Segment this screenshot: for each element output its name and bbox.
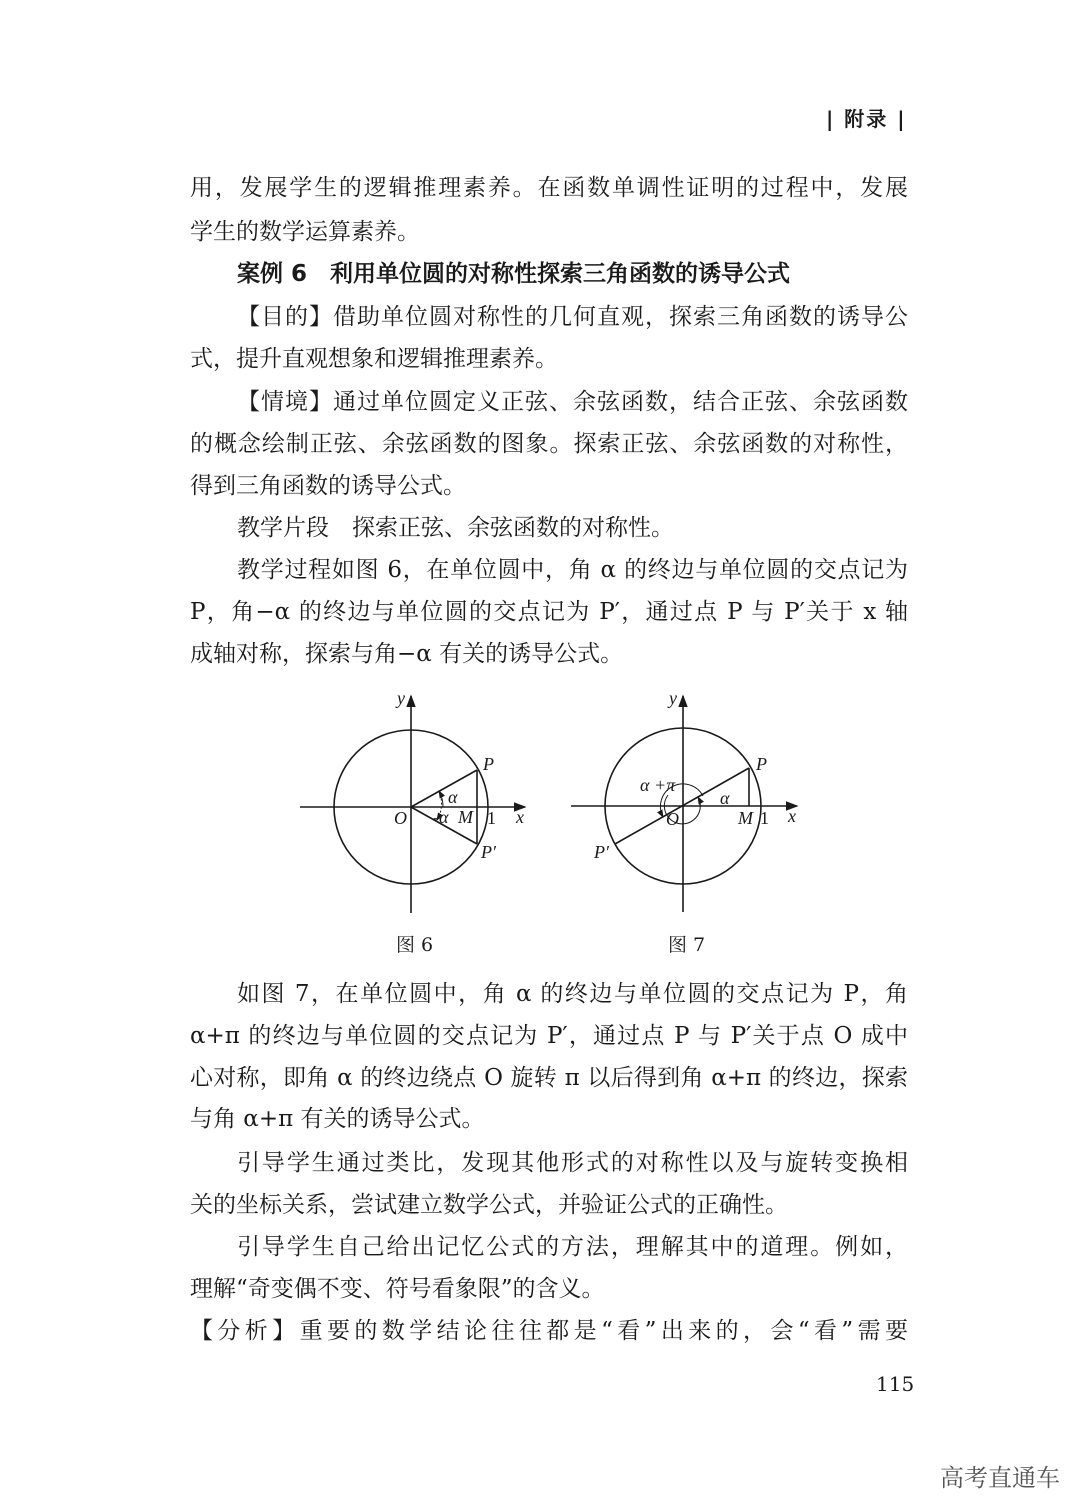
paragraph-line: 【情境】通过单位圆定义正弦、余弦函数，结合正弦、余弦函数: [237, 389, 908, 415]
point-p-prime-label: P′: [481, 842, 496, 862]
origin-label: O: [666, 809, 679, 829]
y-axis-label: y: [397, 690, 405, 708]
figure-7-caption: 图 7: [668, 934, 706, 956]
paragraph-line: 教学过程如图 6，在单位圆中，角 α 的终边与单位圆的交点记为: [237, 557, 908, 583]
paragraph-line: 成轴对称，探索与角−α 有关的诱导公式。: [190, 641, 624, 667]
paragraph-line: 式，提升直观想象和逻辑推理素养。: [190, 346, 558, 372]
unit-label: 1: [760, 808, 769, 828]
angle-neg-alpha-label: -α: [433, 807, 449, 827]
unit-label: 1: [487, 808, 496, 828]
paragraph-line: α+π 的终边与单位圆的交点记为 P′，通过点 P 与 P′关于点 O 成中: [190, 1023, 908, 1049]
page-number: 115: [876, 1372, 915, 1396]
paragraph-line: 引导学生通过类比，发现其他形式的对称性以及与旋转变换相: [237, 1150, 908, 1176]
paragraph-line: 教学片段 探索正弦、余弦函数的对称性。: [237, 515, 674, 541]
y-axis-label: y: [669, 690, 677, 708]
point-p-prime-label: P′: [594, 842, 609, 862]
x-axis-label: x: [788, 806, 796, 826]
figure-6-caption: 图 6: [396, 934, 434, 956]
angle-alpha-label: α: [720, 788, 730, 808]
figure-6: [290, 690, 540, 925]
paragraph-line: 与角 α+π 有关的诱导公式。: [190, 1106, 485, 1132]
point-p-label: P: [483, 754, 494, 774]
paragraph-line: 得到三角函数的诱导公式。: [190, 473, 466, 499]
case-heading: 案例 6 利用单位圆的对称性探索三角函数的诱导公式: [237, 261, 791, 287]
angle-alpha-plus-pi-label: α +π: [640, 775, 676, 795]
paragraph-line: 的概念绘制正弦、余弦函数的图象。探索正弦、余弦函数的对称性，: [190, 431, 908, 457]
point-m-label: M: [458, 807, 473, 827]
paragraph-line: 【目的】借助单位圆对称性的几何直观，探索三角函数的诱导公: [237, 304, 908, 330]
section-header: | 附录 |: [826, 107, 907, 131]
paragraph-line: 【分析】重要的数学结论往往都是“看”出来的，会“看”需要: [190, 1318, 908, 1344]
point-p-label: P: [756, 754, 767, 774]
paragraph-line: 用，发展学生的逻辑推理素养。在函数单调性证明的过程中，发展: [190, 175, 908, 201]
angle-alpha-label: α: [448, 787, 458, 807]
paragraph-line: 心对称，即角 α 的终边绕点 O 旋转 π 以后得到角 α+π 的终边，探索: [190, 1065, 908, 1091]
origin-label: O: [394, 808, 407, 828]
paragraph-line: 理解“奇变偶不变、符号看象限”的含义。: [190, 1276, 605, 1302]
paragraph-line: 学生的数学运算素养。: [190, 219, 420, 245]
figure-7: [560, 690, 810, 925]
x-axis-label: x: [516, 807, 524, 827]
paragraph-line: 关的坐标关系，尝试建立数学公式，并验证公式的正确性。: [190, 1192, 788, 1218]
paragraph-line: P，角−α 的终边与单位圆的交点记为 P′，通过点 P 与 P′关于 x 轴: [190, 599, 908, 625]
paragraph-line: 引导学生自己给出记忆公式的方法，理解其中的道理。例如，: [237, 1234, 908, 1260]
watermark: 高考直通车: [940, 1464, 1060, 1492]
paragraph-line: 如图 7，在单位圆中，角 α 的终边与单位圆的交点记为 P，角: [237, 981, 908, 1007]
point-m-label: M: [738, 808, 753, 828]
